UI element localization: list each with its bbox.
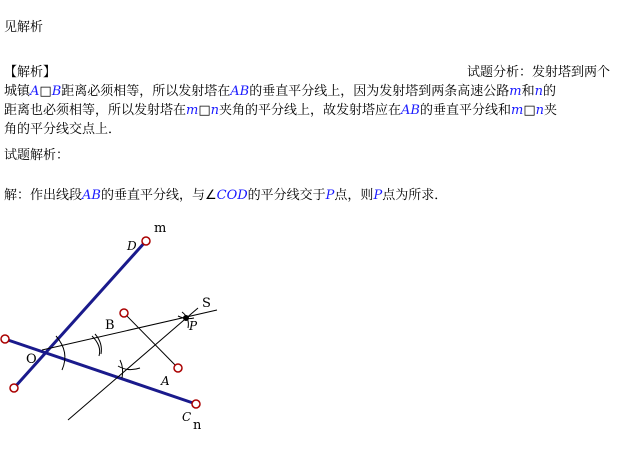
point-a bbox=[174, 364, 182, 372]
point-c bbox=[192, 400, 200, 408]
analysis-line-3: 距离也必须相等，所以发射塔在m□n夹角的平分线上，故发射塔应在AB的垂直平分线和m□n夹 bbox=[4, 103, 558, 118]
point-n-start bbox=[1, 335, 9, 343]
label-c: C bbox=[182, 410, 192, 424]
analysis-line-4: 角的平分线交点上． bbox=[4, 122, 122, 137]
analysis-line-2: 城镇A□B距离必须相等，所以发射塔在AB的垂直平分线上，因为发射塔到两条高速公路m和n的 bbox=[4, 84, 556, 99]
analysis-tag: 【解析】 bbox=[4, 65, 57, 80]
solution-heading: 试题解析： bbox=[4, 148, 70, 163]
point-d bbox=[142, 237, 150, 245]
label-b: B bbox=[105, 318, 115, 333]
label-o: O bbox=[26, 352, 37, 367]
answer-label: 见解析 bbox=[4, 20, 44, 35]
point-b bbox=[120, 309, 128, 317]
point-m-end bbox=[10, 384, 18, 392]
geometry-figure bbox=[0, 215, 260, 445]
analysis-lead: 试题分析：发射塔到两个 bbox=[467, 65, 611, 80]
label-p: P bbox=[189, 319, 198, 333]
road-n-line bbox=[5, 339, 196, 404]
label-m: m bbox=[154, 221, 167, 236]
label-a: A bbox=[161, 374, 170, 388]
label-d: D bbox=[127, 239, 137, 253]
solution-text: 解：作出线段AB的垂直平分线，与∠COD的平分线交于P点，则P点为所求． bbox=[4, 188, 448, 203]
label-n: n bbox=[193, 418, 202, 433]
label-s: S bbox=[202, 296, 211, 311]
